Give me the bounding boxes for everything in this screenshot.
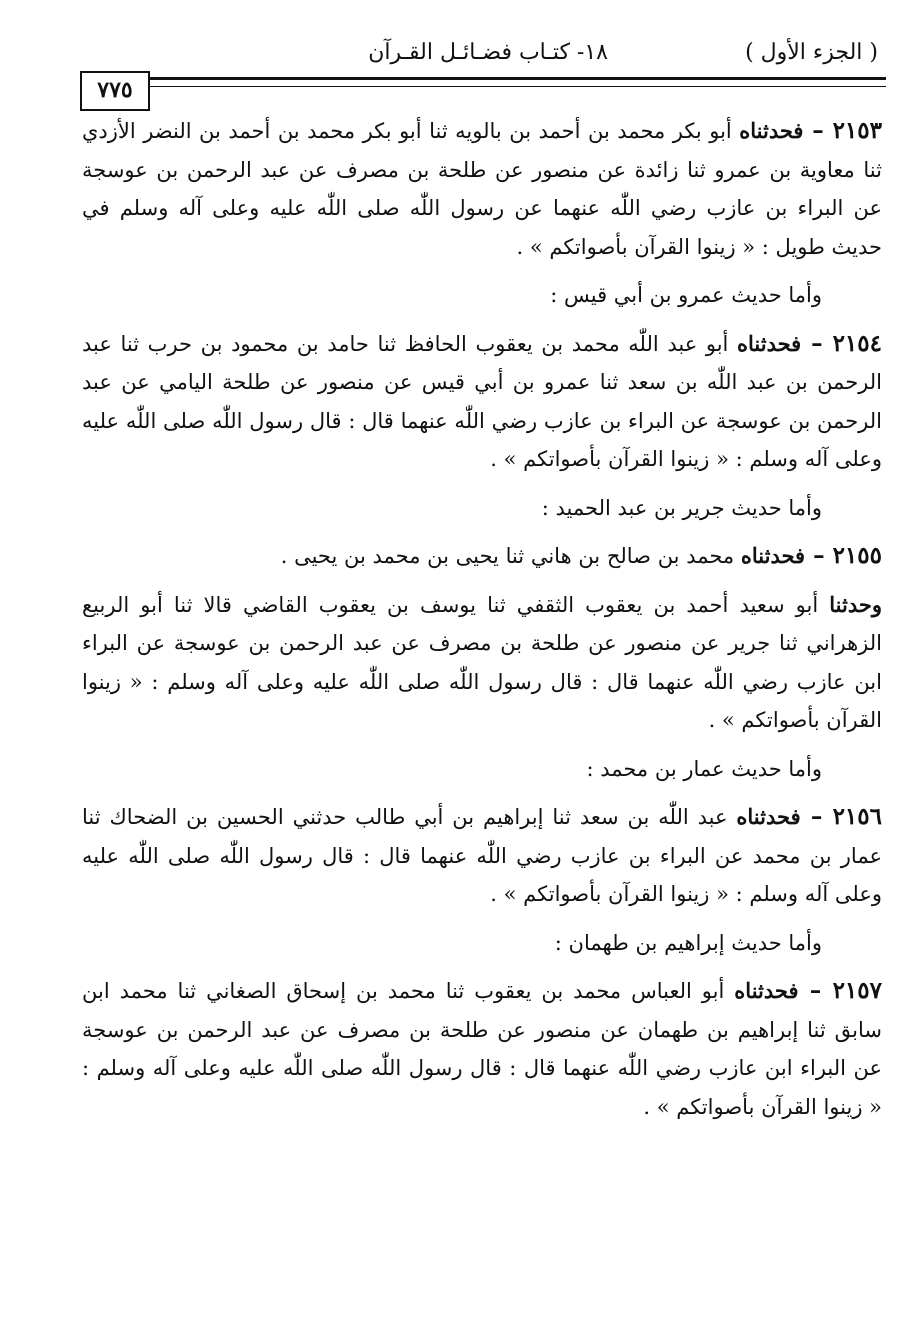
section-intro: وأما حديث عمرو بن أبي قيس : bbox=[550, 283, 822, 307]
hadith-keyword: فحدثناه bbox=[736, 330, 802, 356]
hadith-paragraph: ٢١٥٤ – فحدثناه أبو عبد اللّٰه محمد بن يعقوب الحافظ ثنا حامد بن محمود بن حرب ثنا عبد الرحمن بن عبد اللّٰه بن سعد ثنا عمرو بن أبي قيس عن منصور عن طلحة اليامي عن عبد الرحمن بن عوسجة عن البراء بن عازب رضي اللّٰه عنهما قال : قال رسول اللّٰه صلى اللّٰه عليه وعلى آله وسلم : « زينوا القرآن بأصواتكم » . bbox=[82, 329, 882, 471]
section-intro: وأما حديث جرير بن عبد الحميد : bbox=[541, 495, 822, 520]
hadith-text: أبو عبد اللّٰه محمد بن يعقوب الحافظ ثنا حامد بن محمود بن حرب ثنا عبد الرحمن بن عبد اللّٰه بن سعد ثنا عمرو بن أبي قيس عن منصور عن طلحة اليامي عن عبد الرحمن بن عوسجة عن البراء بن عازب رضي اللّٰه عنهما قال : قال رسول اللّٰه صلى اللّٰه عليه وعلى آله وسلم : « زينوا القرآن بأصواتكم » . bbox=[82, 331, 882, 471]
page-number: ٧٧٥ bbox=[80, 71, 150, 111]
hadith-number: ٢١٥٤ bbox=[832, 329, 882, 357]
running-header bbox=[78, 36, 888, 76]
hadith-number: ٢١٥٣ bbox=[832, 117, 882, 144]
section-intro: وأما حديث عمار بن محمد : bbox=[586, 756, 822, 781]
hadith-text: أبو العباس محمد بن يعقوب ثنا محمد بن إسحاق الصغاني ثنا محمد ابن سابق ثنا إبراهيم بن طهمان عن منصور عن طلحة بن مصرف عن عبد الرحمن بن عوسجة عن البراء ابن عازب رضي اللّٰه عنهما قال : قال رسول اللّٰه صلى اللّٰه عليه وعلى آله وسلم : « زينوا القرآن بأصواتكم » . bbox=[82, 979, 882, 1119]
hadith-number: ٢١٥٧ bbox=[832, 977, 882, 1004]
hadith-keyword: فحدثناه bbox=[734, 978, 799, 1003]
hadith-paragraph bbox=[82, 586, 882, 740]
section-intro: وأما حديث إبراهيم بن طهمان : bbox=[554, 930, 822, 955]
hadith-keyword: فحدثناه bbox=[736, 804, 801, 829]
hadith-text: أبو بكر محمد بن أحمد بن بالويه ثنا أبو بكر محمد بن أحمد بن النضر الأزدي ثنا معاوية بن عمرو ثنا زائدة عن منصور عن طلحة بن مصرف عن عبد الرحمن بن عوسجة عن البراء بن عازب رضي اللّٰه عنهما عن رسول اللّٰه صلى اللّٰه عليه وعلى آله وسلم في حديث طويل : « زينوا القرآن بأصواتكم » . bbox=[82, 119, 882, 259]
volume-label: ( الجزء الأول ) bbox=[745, 40, 878, 65]
hadith-paragraph: ٢١٥٥ – فحدثناه محمد بن صالح بن هاني ثنا يحيى بن محمد بن يحيى . bbox=[280, 542, 882, 569]
hadith-paragraph: ٢١٥٦ – فحدثناه عبد اللّٰه بن سعد ثنا إبراهيم بن أبي طالب حدثني الحسين بن الضحاك ثنا عمار بن محمد عن البراء بن عازب رضي اللّٰه عنهما قال : قال رسول اللّٰه صلى اللّٰه عليه وعلى آله وسلم : « زينوا القرآن بأصواتكم » . bbox=[82, 803, 882, 906]
hadith-paragraph: ٢١٥٣ – فحدثناه أبو بكر محمد بن أحمد بن بالويه ثنا أبو بكر محمد بن أحمد بن النضر الأزدي ثنا معاوية بن عمرو ثنا زائدة عن منصور عن طلحة بن مصرف عن عبد الرحمن بن عوسجة عن البراء بن عازب رضي اللّٰه عنهما عن رسول اللّٰه صلى اللّٰه عليه وعلى آله وسلم في حديث طويل : « زينوا القرآن بأصواتكم » . bbox=[82, 117, 882, 259]
hadith-text: عبد اللّٰه بن سعد ثنا إبراهيم بن أبي طالب حدثني الحسين بن الضحاك ثنا عمار بن محمد عن البراء بن عازب رضي اللّٰه عنهما قال : قال رسول اللّٰه صلى اللّٰه عليه وعلى آله وسلم : « زينوا القرآن بأصواتكم » . bbox=[82, 805, 882, 906]
header-rule bbox=[80, 77, 886, 80]
hadith-keyword: فحدثناه bbox=[739, 118, 804, 143]
hadith-keyword: وحدثنا bbox=[829, 591, 882, 617]
hadith-paragraph: ٢١٥٧ – فحدثناه أبو العباس محمد بن يعقوب ثنا محمد بن إسحاق الصغاني ثنا محمد ابن سابق ثنا إبراهيم بن طهمان عن منصور عن طلحة بن مصرف عن عبد الرحمن بن عوسجة عن البراء ابن عازب رضي اللّٰه عنهما قال : قال رسول اللّٰه صلى اللّٰه عليه وعلى آله وسلم : « زينوا القرآن بأصواتكم » . bbox=[82, 977, 882, 1119]
hadith-text: محمد بن صالح بن هاني ثنا يحيى بن محمد بن يحيى . bbox=[280, 544, 735, 568]
hadith-number: ٢١٥٥ bbox=[832, 542, 882, 569]
hadith-number: ٢١٥٦ bbox=[832, 803, 882, 830]
page-body bbox=[82, 112, 882, 1136]
book-title: ١٨- كتـاب فضـائـل القـرآن bbox=[368, 40, 608, 65]
hadith-text: أبو سعيد أحمد بن يعقوب الثقفي ثنا يوسف بن يعقوب القاضي قالا ثنا أبو الربيع الزهراني ثنا جرير عن منصور عن طلحة بن مصرف عن عبد الرحمن بن عوسجة عن البراء ابن عازب رضي اللّٰه عنهما قال : قال رسول اللّٰه صلى اللّٰه عليه وعلى آله وسلم : « زينوا القرآن بأصواتكم » . bbox=[82, 592, 882, 732]
hadith-keyword: فحدثناه bbox=[740, 543, 806, 568]
header-rule-thin bbox=[145, 86, 886, 87]
